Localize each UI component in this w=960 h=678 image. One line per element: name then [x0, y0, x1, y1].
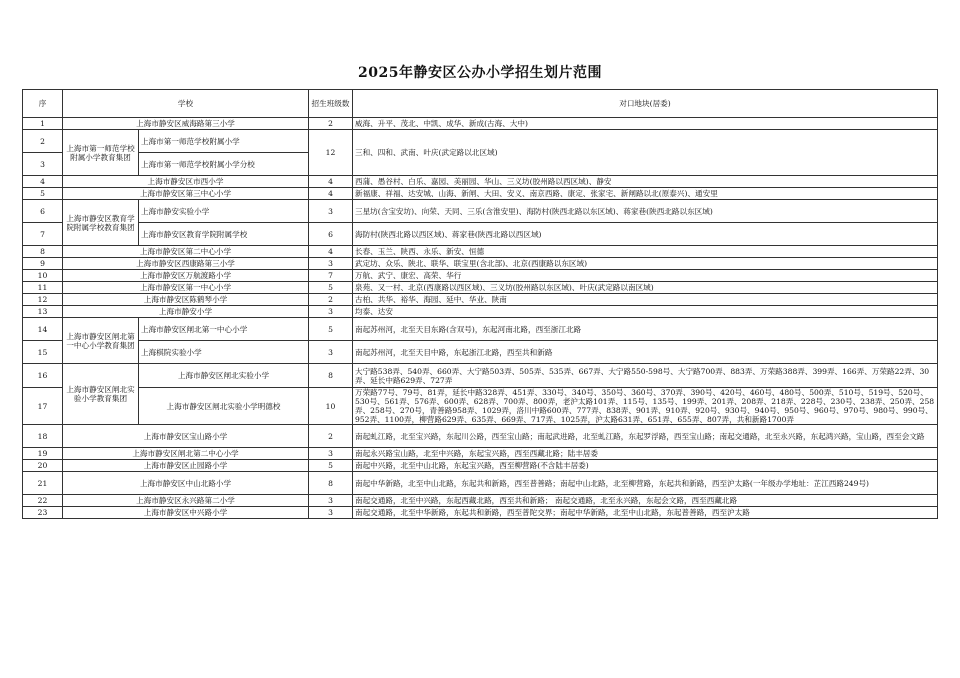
row-seq: 7	[23, 223, 63, 246]
row-school: 上海市静安区陈鹤琴小学	[63, 294, 309, 306]
row-area: 南起永兴路宝山路，北至中兴路，东起宝兴路，西至西藏北路；陆丰居委	[353, 448, 938, 460]
row-seq: 21	[23, 472, 63, 495]
row-seq: 22	[23, 495, 63, 507]
row-area: 威海、升平、茂北、中凯、成华、新成(古海、大中)	[353, 118, 938, 130]
table-header-row	[23, 90, 938, 118]
row-seq: 16	[23, 364, 63, 388]
table-row	[23, 460, 938, 472]
row-school: 上海市静安区闸北第一中心小学	[139, 318, 309, 341]
row-area: 南起交通路，北至中华新路，东起共和新路，西至普陀交界；南起中华新路，北至中山北路，东起普善路，西至沪太路	[353, 507, 938, 519]
row-classes: 2	[309, 425, 353, 448]
table-row	[23, 388, 938, 425]
row-area: 南起中华新路，北至中山北路，东起共和新路，西至普善路；南起中山北路，北至柳营路，东起共和新路，西至沪太路(一年级办学地址：芷江西路249号)	[353, 472, 938, 495]
table-row	[23, 306, 938, 318]
row-group: 上海市第一师范学校附属小学教育集团	[63, 130, 139, 176]
row-school: 上海市静安区第二中心小学	[63, 246, 309, 258]
row-school: 上海市静安区永兴路第二小学	[63, 495, 309, 507]
row-school: 上海市静安区第三中心小学	[63, 188, 309, 200]
row-area: 南起苏州河，北至天目东路(含双号)，东起河南北路，西至浙江北路	[353, 318, 938, 341]
row-seq: 17	[23, 388, 63, 425]
row-classes: 3	[309, 200, 353, 223]
header-school: 学校	[63, 90, 309, 118]
table-row	[23, 118, 938, 130]
row-classes: 8	[309, 472, 353, 495]
table-row	[23, 364, 938, 388]
row-seq: 11	[23, 282, 63, 294]
table-row	[23, 188, 938, 200]
row-seq: 9	[23, 258, 63, 270]
row-area: 均泰、达安	[353, 306, 938, 318]
row-classes: 6	[309, 223, 353, 246]
row-area: 古柏、共华、裕华、海园、延中、华业、陕南	[353, 294, 938, 306]
table-row	[23, 318, 938, 341]
row-seq: 5	[23, 188, 63, 200]
header-classes: 招生班级数	[309, 90, 353, 118]
row-school: 上海市静安区市西小学	[63, 176, 309, 188]
table-row	[23, 246, 938, 258]
row-school: 上海市静安区闸北第二中心小学	[63, 448, 309, 460]
row-seq: 23	[23, 507, 63, 519]
row-area: 三星坊(含宝安坊)、向荣、天同、三乐(含淮安里)、海防村(陕西北路以东区域)、蒋家巷(陕西北路以东区域)	[353, 200, 938, 223]
table-row	[23, 341, 938, 364]
row-school: 上海棋院实验小学	[139, 341, 309, 364]
table-row	[23, 282, 938, 294]
row-seq: 4	[23, 176, 63, 188]
row-school: 上海市第一师范学校附属小学分校	[139, 153, 309, 176]
row-classes: 10	[309, 388, 353, 425]
row-classes: 5	[309, 282, 353, 294]
table-row	[23, 176, 938, 188]
row-area: 新福康、祥福、达安城、山海、新闸、大田、安义、南京西路、康定、张家宅、新闸路以北(原泰兴)、通安里	[353, 188, 938, 200]
row-school: 上海市静安区第一中心小学	[63, 282, 309, 294]
row-school: 上海市静安区教育学院附属学校	[139, 223, 309, 246]
row-classes: 3	[309, 341, 353, 364]
row-seq: 3	[23, 153, 63, 176]
row-classes: 5	[309, 318, 353, 341]
page-title: 2025年静安区公办小学招生划片范围	[358, 65, 602, 81]
row-seq: 12	[23, 294, 63, 306]
row-school: 上海市静安区中山北路小学	[63, 472, 309, 495]
row-school: 上海市静安区闸北实验小学明德校	[139, 388, 309, 425]
row-area: 南起中兴路，北至中山北路，东起宝兴路，西至柳营路(不含陆丰居委)	[353, 460, 938, 472]
enrollment-table	[22, 89, 938, 519]
row-area: 海防村(陕西北路以西区域)、蒋家巷(陕西北路以西区域)	[353, 223, 938, 246]
row-seq: 2	[23, 130, 63, 153]
table-row	[23, 223, 938, 246]
table-row	[23, 507, 938, 519]
row-area: 武定坊、众乐、陕北、联华、联宝里(含北部)、北京(西康路以东区域)	[353, 258, 938, 270]
row-classes: 3	[309, 507, 353, 519]
row-classes: 4	[309, 246, 353, 258]
row-school: 上海市静安区万航渡路小学	[63, 270, 309, 282]
row-seq: 10	[23, 270, 63, 282]
row-classes: 4	[309, 176, 353, 188]
row-classes: 3	[309, 258, 353, 270]
row-area: 万荣路77号、79号、81弄，延长中路328弄、451弄、330号、340号、350号、360号、370弄、390号、420号、460号、480号、500弄、510号、519号、520号、530号、561弄、576弄、600弄、628弄、700弄、800弄，老沪太路101弄、115号、135号、199弄、201弄、208弄、218弄、228号、230号、238弄、250弄、258弄、258号、270号，青善路958弄、1029弄，洛川中路600弄、777弄、838弄、901弄、910弄、920号、930号、940号、950号、960号、970号、980号、990号、952弄、1100弄，柳营路629弄、635弄、669弄、717弄、1025弄，沪太路631弄、651弄、655弄、807弄，共和新路1700弄	[353, 388, 938, 425]
row-seq: 19	[23, 448, 63, 460]
row-area: 南起苏州河，北至天目中路，东起浙江北路，西至共和新路	[353, 341, 938, 364]
row-seq: 13	[23, 306, 63, 318]
row-classes: 4	[309, 188, 353, 200]
header-area: 对口地块(居委)	[353, 90, 938, 118]
row-classes: 3	[309, 306, 353, 318]
row-area: 万航、武宁、康宏、高荣、华行	[353, 270, 938, 282]
table-row	[23, 258, 938, 270]
row-area: 大宁路538弄、540弄、660弄、大宁路503弄、505弄、535弄、667弄、大宁路550-598号、大宁路700弄、883弄、万荣路388弄、399弄、166弄、万荣路22弄、30弄、延长中路629弄、727弄	[353, 364, 938, 388]
row-classes: 3	[309, 495, 353, 507]
row-school: 上海市静安区西康路第三小学	[63, 258, 309, 270]
row-classes: 8	[309, 364, 353, 388]
table-row	[23, 294, 938, 306]
row-area: 西蒲、愚谷村、白乐、嘉园、美丽园、华山、三义坊(胶州路以西区域)、静安	[353, 176, 938, 188]
row-classes: 3	[309, 448, 353, 460]
row-group: 上海市静安区闸北第一中心小学教育集团	[63, 318, 139, 364]
row-school: 上海市静安区宝山路小学	[63, 425, 309, 448]
row-seq: 1	[23, 118, 63, 130]
row-group: 上海市静安区教育学院附属学校教育集团	[63, 200, 139, 246]
table-row	[23, 472, 938, 495]
row-classes: 12	[309, 130, 353, 176]
row-classes: 2	[309, 118, 353, 130]
row-seq: 18	[23, 425, 63, 448]
row-school: 上海市静安区闸北实验小学	[139, 364, 309, 388]
row-school: 上海市静安小学	[63, 306, 309, 318]
row-seq: 15	[23, 341, 63, 364]
table-row	[23, 425, 938, 448]
table-row	[23, 495, 938, 507]
row-seq: 6	[23, 200, 63, 223]
row-seq: 14	[23, 318, 63, 341]
row-area: 南起交通路，北至中兴路，东起西藏北路，西至共和新路； 南起交通路，北至永兴路，东起会文路，西至西藏北路	[353, 495, 938, 507]
row-seq: 20	[23, 460, 63, 472]
row-area: 泉苑、又一村、北京(西康路以西区域)、三义坊(胶州路以东区域)、叶庆(武定路以南区域)	[353, 282, 938, 294]
row-area: 三和、四和、武南、叶庆(武定路以北区域)	[353, 130, 938, 176]
table-row	[23, 130, 938, 153]
header-seq: 序	[23, 90, 63, 118]
table-row	[23, 270, 938, 282]
row-seq: 8	[23, 246, 63, 258]
row-classes: 5	[309, 460, 353, 472]
row-classes: 7	[309, 270, 353, 282]
table-row	[23, 200, 938, 223]
row-school: 上海市第一师范学校附属小学	[139, 130, 309, 153]
table-row	[23, 448, 938, 460]
row-school: 上海市静安区威海路第三小学	[63, 118, 309, 130]
row-school: 上海市静安区止园路小学	[63, 460, 309, 472]
row-school: 上海市静安实验小学	[139, 200, 309, 223]
row-group: 上海市静安区闸北实验小学教育集团	[63, 364, 139, 425]
row-area: 长春、玉兰、陕西、永乐、新安、恒德	[353, 246, 938, 258]
row-school: 上海市静安区中兴路小学	[63, 507, 309, 519]
row-area: 南起虬江路，北至宝兴路，东起川公路，西至宝山路；南起武进路，北至虬江路，东起罗浮路，西至宝山路；南起交通路，北至永兴路，东起鸿兴路，宝山路，西至会文路	[353, 425, 938, 448]
row-classes: 2	[309, 294, 353, 306]
